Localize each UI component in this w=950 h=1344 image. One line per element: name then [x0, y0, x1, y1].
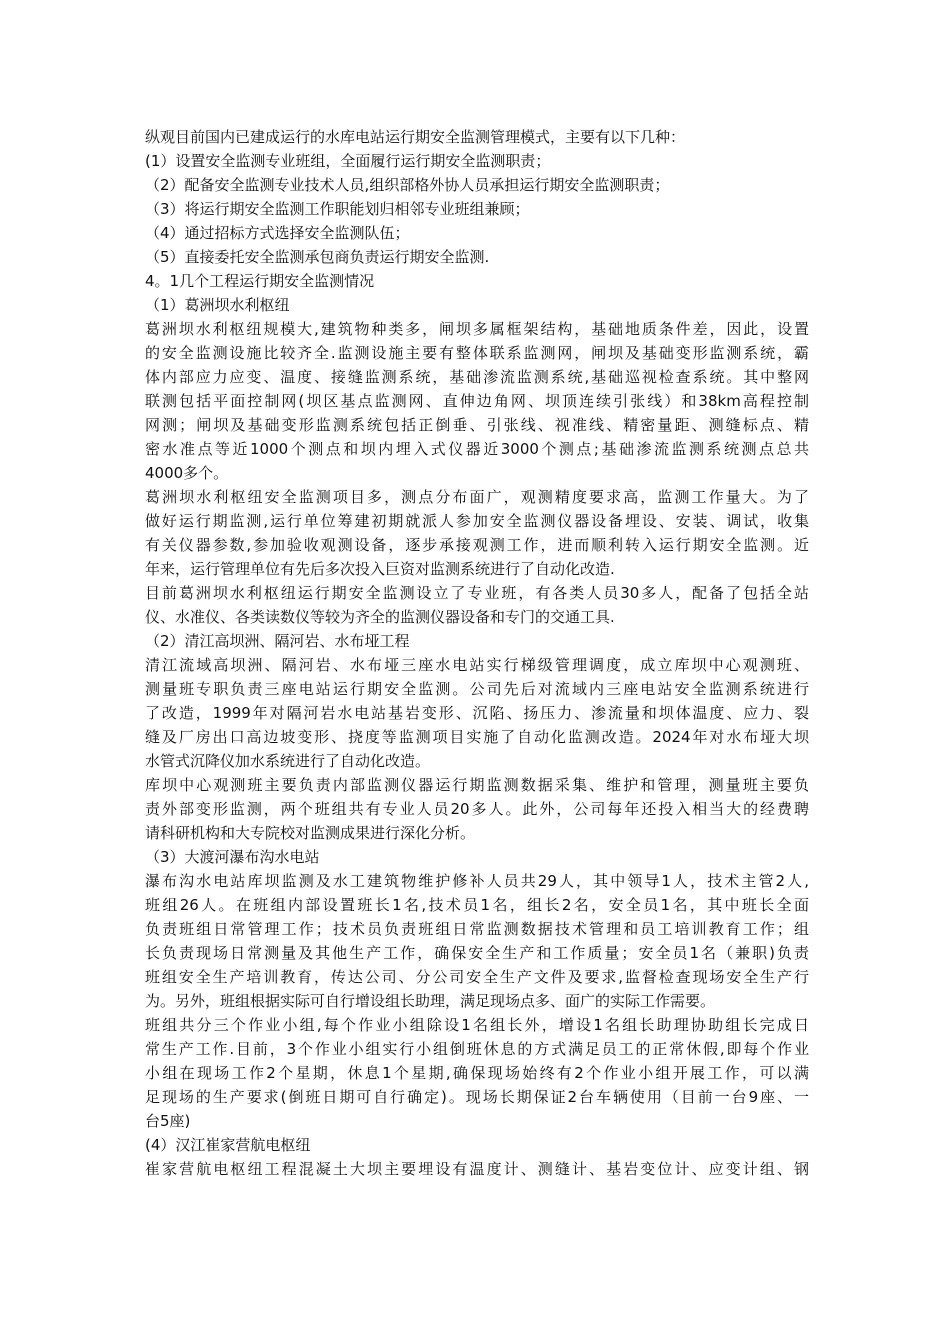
text-line: 有关仪器参数,参加验收观测设备，逐步承接观测工作，进而顺利转入运行期安全监测。近	[145, 536, 809, 554]
text-line: 4000多个。	[145, 464, 229, 482]
text-line: 负责班组日常管理工作；技术员负责班组日常监测数据技术管理和员工培训教育工作；组	[145, 920, 809, 938]
text-line: 长负责现场日常测量及其他生产工作，确保安全生产和工作质量；安全员1名（兼职)负责	[145, 944, 809, 962]
text-line: 葛洲坝水利枢纽安全监测项目多，测点分布面广，观测精度要求高，监测工作量大。为了	[145, 488, 809, 506]
text-line: (4）汉江崔家营航电枢纽	[145, 1136, 311, 1154]
text-line: 崔家营航电枢纽工程混凝土大坝主要埋设有温度计、测缝计、基岩变位计、应变计组、钢	[145, 1160, 809, 1178]
text-line: 瀑布沟水电站库坝监测及水工建筑物维护修补人员共29人，其中领导1人，技术主管2人,	[145, 872, 809, 890]
text-line: 纵观目前国内已建成运行的水库电站运行期安全监测管理模式，主要有以下几种：	[145, 128, 686, 146]
text-line: 清江流域高坝洲、隔河岩、水布垭三座水电站实行梯级管理调度，成立库坝中心观测班、	[145, 656, 809, 674]
text-line: 为。另外，班组根据实际可自行增设组长助理，满足现场点多、面广的实际工作需要。	[145, 992, 716, 1010]
text-line: 常生产工作.目前，3个作业小组实行小组倒班休息的方式满足员工的正常休假,即每个作业	[145, 1040, 809, 1058]
text-line: （2）配备安全监测专业技术人员,组织部格外协人员承担运行期安全监测职责；	[145, 176, 670, 194]
text-line: （5）直接委托安全监测承包商负责运行期安全监测.	[145, 248, 490, 266]
text-line: （4）通过招标方式选择安全监测队伍；	[145, 224, 410, 242]
text-line: 仪、水准仪、各类读数仪等较为齐全的监测仪器设备和专门的交通工具.	[145, 608, 615, 626]
text-line: 4。1几个工程运行期安全监测情况	[145, 272, 375, 290]
text-line: 做好运行期监测,运行单位筹建初期就派人参加安全监测仪器设备埋设、安装、调试，收集	[145, 512, 809, 530]
text-line: 体内部应力应变、温度、接缝监测系统，基础渗流监测系统,基础巡视检查系统。其中整网	[145, 368, 809, 386]
text-line: 了改造，1999年对隔河岩水电站基岩变形、沉陷、扬压力、渗流量和坝体温度、应力、裂	[145, 704, 809, 722]
text-line: 密水准点等近1000个测点和坝内埋入式仪器近3000个测点;基础渗流监测系统测点总共	[145, 440, 809, 458]
text-line: （1）葛洲坝水利枢纽	[145, 296, 290, 314]
text-line: 班组26人。在班组内部设置班长1名,技术员1名，组长2名，安全员1名，其中班长全面	[145, 896, 809, 914]
text-line: 葛洲坝水利枢纽规模大,建筑物种类多，闸坝多属框架结构，基础地质条件差，因此，设置	[145, 320, 809, 338]
text-line: 请科研机构和大专院校对监测成果进行深化分析。	[145, 824, 476, 842]
text-line: 小组在现场工作2个星期，休息1个星期,确保现场始终有2个作业小组开展工作，可以满	[145, 1064, 809, 1082]
text-line: 水管式沉降仪加水系统进行了自动化改造。	[145, 752, 431, 770]
text-line: 班组共分三个作业小组,每个作业小组除设1名组长外，增设1名组长助理协助组长完成日	[145, 1016, 809, 1034]
text-line: 网测；闸坝及基础变形监测系统包括正倒垂、引张线、视准线、精密量距、测缝标点、精	[145, 416, 809, 434]
text-line: 目前葛洲坝水利枢纽运行期安全监测设立了专业班，有各类人员30多人，配备了包括全站	[145, 584, 809, 602]
text-line: （2）清江高坝洲、隔河岩、水布垭工程	[145, 632, 410, 650]
text-line: 班组安全生产培训教育，传达公司、分公司安全生产文件及要求,监督检查现场安全生产行	[145, 968, 809, 986]
document-page	[145, 125, 809, 1181]
text-line: 责外部变形监测，两个班组共有专业人员20多人。此外，公司每年还投入相当大的经费聘	[145, 800, 809, 818]
text-line: （3）将运行期安全监测工作职能划归相邻专业班组兼顾；	[145, 200, 530, 218]
text-line: 测量班专职负责三座电站运行期安全监测。公司先后对流域内三座电站安全监测系统进行	[145, 680, 809, 698]
text-line: 年来，运行管理单位有先后多次投入巨资对监测系统进行了自动化改造.	[145, 560, 615, 578]
text-line: 缝及厂房出口高边坡变形、挠度等监测项目实施了自动化监测改造。2024年对水布垭大坝	[145, 728, 809, 746]
text-line: 联测包括平面控制网(坝区基点监测网、直伸边角网、坝顶连续引张线）和38km高程控制	[145, 392, 809, 410]
text-line: 台5座)	[145, 1112, 191, 1130]
text-line: 库坝中心观测班主要负责内部监测仪器运行期监测数据采集、维护和管理，测量班主要负	[145, 776, 809, 794]
text-line: （3）大渡河瀑布沟水电站	[145, 848, 320, 866]
text-line: 的安全监测设施比较齐全.监测设施主要有整体联系监测网，闸坝及基础变形监测系统，霸	[145, 344, 809, 362]
text-line: 足现场的生产要求(倒班日期可自行确定)。现场长期保证2台车辆使用（目前一台9座、一	[145, 1088, 809, 1106]
text-line: (1）设置安全监测专业班组，全面履行运行期安全监测职责；	[145, 152, 551, 170]
